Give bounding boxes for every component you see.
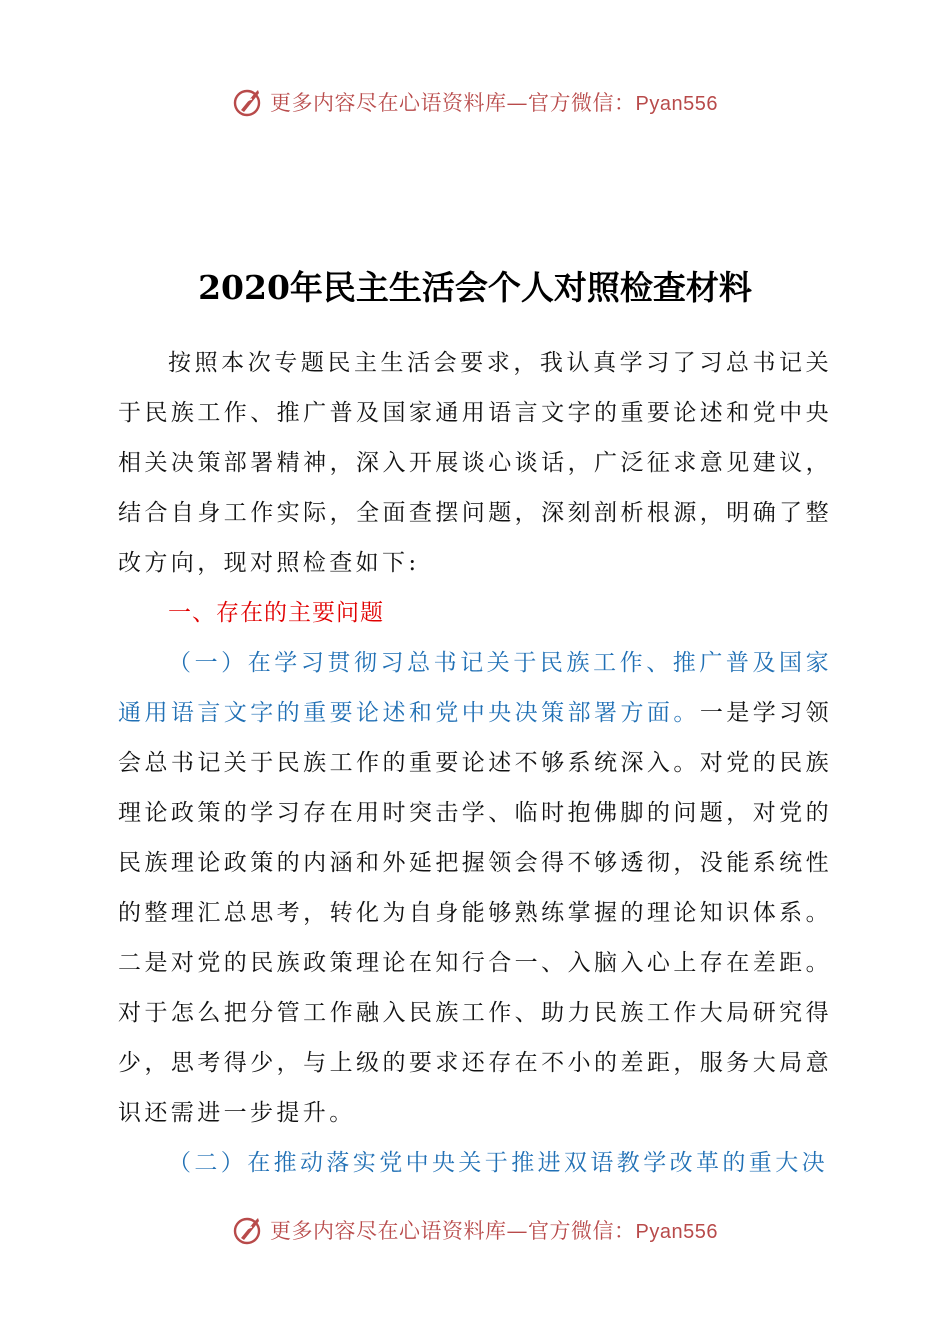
document-body: [118, 338, 832, 1188]
bottom-watermark-banner: [0, 1210, 950, 1250]
top-watermark-banner: [0, 82, 950, 122]
section-heading-1: 一、存在的主要问题: [168, 600, 384, 626]
top-watermark-text: 更多内容尽在心语资料库—官方微信：Pyan556: [270, 91, 718, 115]
subsection-heading-1: （一）在学习贯彻习总书记关于民族工作、推广普及国家通用语言文字的重要论述和党中央决策部署方面。: [118, 650, 832, 726]
pen-nib-circle-icon: [232, 86, 264, 118]
intro-paragraph: 按照本次专题民主生活会要求，我认真学习了习总书记关于民族工作、推广普及国家通用语言文字的重要论述和党中央相关决策部署精神，深入开展谈心谈话，广泛征求意见建议，结合自身工作实际，全面查摆问题，深刻剖析根源，明确了整改方向，现对照检查如下:: [118, 350, 832, 576]
subsection-1-paragraph: [118, 638, 832, 1138]
subsection-heading-2: （二）在推动落实党中央关于推进双语教学改革的重大决: [168, 1150, 828, 1176]
pen-nib-circle-icon: [232, 1214, 264, 1246]
bottom-watermark-id: Pyan556: [635, 1221, 718, 1243]
subsection-1-body: 一是学习领会总书记关于民族工作的重要论述不够系统深入。对党的民族理论政策的学习存在用时突击学、临时抱佛脚的问题，对党的民族理论政策的内涵和外延把握领会得不够透彻，没能系统性的整理汇总思考，转化为自身能够熟练掌握的理论知识体系。二是对党的民族政策理论在知行合一、入脑入心上存在差距。对于怎么把分管工作融入民族工作、助力民族工作大局研究得少，思考得少，与上级的要求还存在不小的差距，服务大局意识还需进一步提升。: [118, 700, 832, 1126]
top-watermark-id: Pyan556: [635, 93, 718, 115]
bottom-watermark-text: 更多内容尽在心语资料库—官方微信：Pyan556: [270, 1219, 718, 1243]
page-title: 2020年民主生活会个人对照检查材料: [198, 268, 752, 307]
